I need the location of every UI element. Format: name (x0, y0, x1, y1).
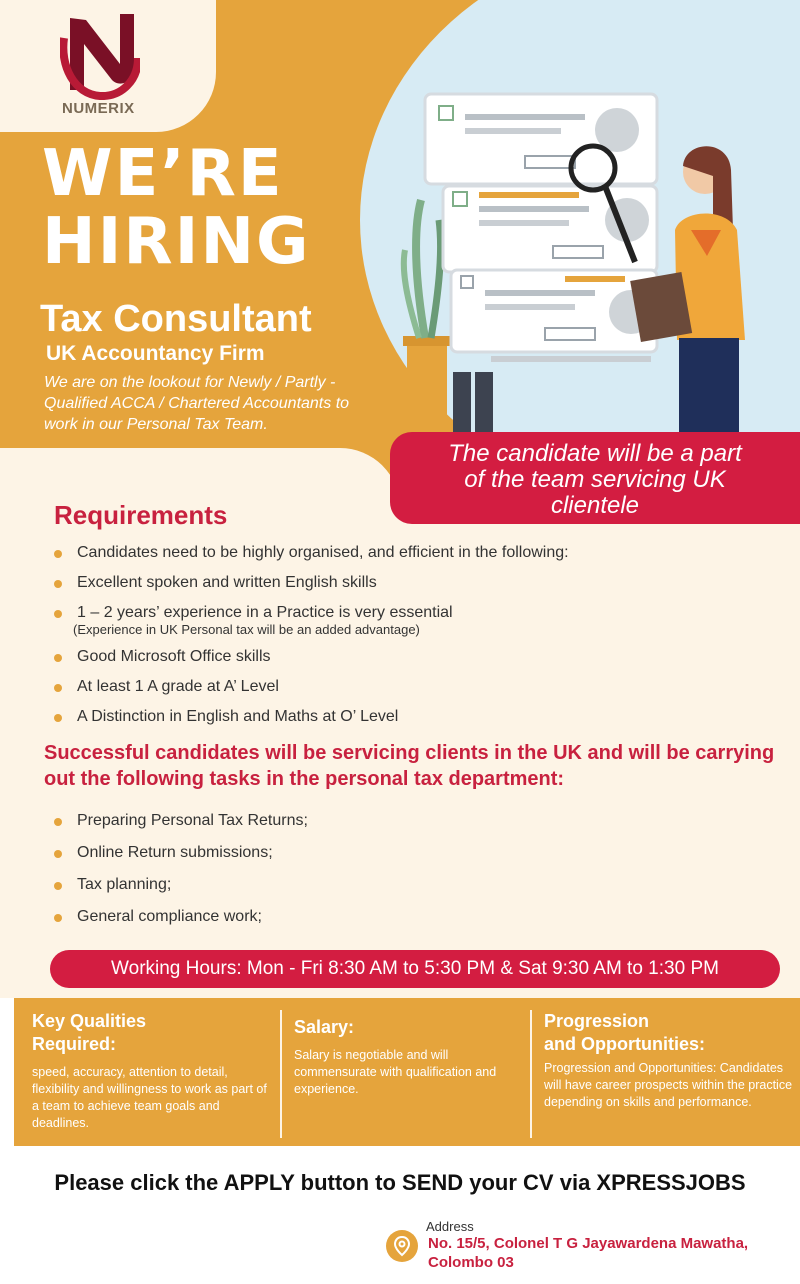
progression-section (544, 1010, 794, 1111)
hero-line-1: WE’RE (42, 137, 284, 211)
bullet-icon (54, 850, 62, 858)
location-pin-icon (386, 1230, 418, 1262)
progression-text: Progression and Opportunities: Candidates will have career prospects within the practice depending on skills and performance. (544, 1061, 793, 1109)
task-text: General compliance work; (77, 908, 262, 925)
list-item (52, 908, 308, 940)
firm-name: UK Accountancy Firm (46, 342, 265, 365)
recruiter-illustration (395, 80, 795, 460)
task-text: Tax planning; (77, 876, 172, 893)
list-item (52, 604, 569, 648)
key-qualities-title-line-1: Key Qualities (32, 1011, 147, 1031)
key-qualities-title (32, 1010, 272, 1056)
numerix-logo-icon (60, 8, 140, 100)
list-item (52, 678, 569, 708)
bullet-icon (54, 714, 62, 722)
tasks-heading: Successful candidates will be servicing clients in the UK and will be carrying out the following tasks in the personal tax department: (44, 742, 775, 790)
list-item (52, 574, 569, 604)
apply-instruction: Please click the APPLY button to SEND your CV via XPRESSJOBS (54, 1170, 746, 1195)
divider (530, 1010, 532, 1138)
bullet-icon (54, 580, 62, 588)
requirement-text: Excellent spoken and written English skills (77, 574, 377, 591)
task-text: Preparing Personal Tax Returns; (77, 812, 308, 829)
logo-panel (0, 0, 216, 132)
requirement-text: Candidates need to be highly organised, and efficient in the following: (77, 544, 569, 561)
list-item (52, 648, 569, 678)
requirement-text: At least 1 A grade at A’ Level (77, 678, 279, 695)
job-description: We are on the lookout for Newly / Partly - Qualified ACCA / Chartered Accountants to work in our Personal Tax Team. (44, 374, 350, 433)
team-callout (390, 432, 800, 524)
divider (280, 1010, 282, 1138)
requirement-text: Good Microsoft Office skills (77, 648, 271, 665)
salary-title: Salary: (294, 1017, 355, 1037)
bullet-icon (54, 654, 62, 662)
requirement-note: (Experience in UK Personal tax will be an added advantage) (73, 622, 420, 637)
hero-line-2: HIRING (42, 205, 311, 279)
list-item (52, 844, 308, 876)
key-qualities-text: speed, accuracy, attention to detail, flexibility and willingness to work as part of a team to achieve team goals and deadlines. (32, 1065, 267, 1130)
bullet-icon (54, 914, 62, 922)
list-item (52, 544, 569, 574)
progression-title-line-1: Progression (544, 1011, 650, 1031)
requirements-title: Requirements (54, 500, 228, 530)
address-line-1: No. 15/5, Colonel T G Jayawardena Mawatha, (428, 1235, 749, 1252)
salary-text: Salary is negotiable and will commensurate with qualification and experience. (294, 1048, 497, 1096)
task-text: Online Return submissions; (77, 844, 273, 861)
address-text (428, 1234, 798, 1272)
address-label: Address (426, 1219, 474, 1234)
salary-section (294, 1010, 514, 1098)
list-item (52, 812, 308, 844)
working-hours-banner: Working Hours: Mon - Fri 8:30 AM to 5:30 PM & Sat 9:30 AM to 1:30 PM (50, 950, 780, 988)
requirements-list (52, 544, 569, 738)
requirement-text: 1 – 2 years’ experience in a Practice is very essential (77, 604, 453, 621)
job-title: Tax Consultant (40, 298, 312, 340)
bullet-icon (54, 610, 62, 618)
key-qualities-title-line-2: Required: (32, 1034, 117, 1054)
callout-line-3: clientele (550, 492, 640, 519)
tasks-list (52, 812, 308, 940)
bullet-icon (54, 550, 62, 558)
bullet-icon (54, 818, 62, 826)
list-item (52, 876, 308, 908)
brand-name: NUMERIX (62, 100, 135, 117)
info-band (14, 998, 800, 1146)
bullet-icon (54, 882, 62, 890)
callout-line-2: of the team servicing UK (464, 466, 726, 493)
progression-title-line-2: and Opportunities: (544, 1034, 705, 1054)
address-line-2: Colombo 03 (428, 1254, 514, 1271)
hero-heading (42, 137, 311, 279)
list-item (52, 708, 569, 738)
requirement-text: A Distinction in English and Maths at O’ Level (77, 708, 399, 725)
callout-line-1: The candidate will be a part (448, 440, 742, 467)
bullet-icon (54, 684, 62, 692)
progression-title (544, 1010, 794, 1056)
key-qualities-section (32, 1010, 272, 1132)
